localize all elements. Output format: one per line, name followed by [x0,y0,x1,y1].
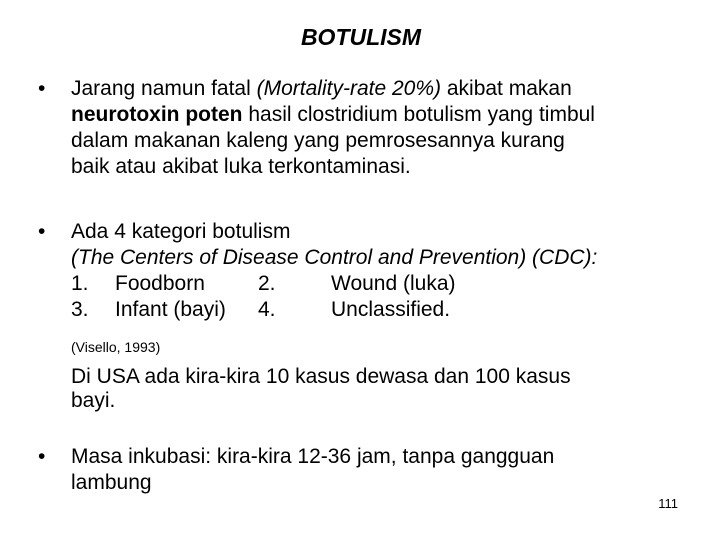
category-number: 1. [71,272,89,295]
category-name: Wound (luka) [331,272,456,295]
usa-statistic [71,365,571,413]
bullet-line: dalam makanan kaleng yang pemrosesannya kurang [71,129,565,152]
bullet-line: bayi. [71,389,116,412]
category-number: 3. [71,298,89,321]
bullet-line: Ada 4 kategori botulism [71,220,291,243]
citation: (Visello, 1993) [71,339,161,355]
category-number: 2. [258,272,276,295]
bullet-line: Jarang namun fatal (Mortality-rate 20%) akibat makan [71,77,572,100]
bullet-line: Masa inkubasi: kira-kira 12-36 jam, tanpa gangguan [71,445,555,468]
bullet-line: lambung [71,471,152,494]
category-row [71,271,711,297]
category-name: Foodborn [115,272,205,295]
bullet-line: baik atau akibat luka terkontaminasi. [71,155,411,178]
bullet-line: Di USA ada kira-kira 10 kasus dewasa dan 100 kasus [71,365,571,388]
slide-title: BOTULISM [300,24,422,50]
bullet-marker: • [38,445,46,468]
category-name: Unclassified. [331,298,451,321]
category-number: 4. [258,298,276,321]
page-number: 111 [658,496,678,511]
bullet-categories [71,219,711,323]
category-name: Infant (bayi) [115,298,226,321]
bullet-incubation [71,444,711,496]
bullet-mortality [71,76,711,180]
bullet-line: (The Centers of Disease Control and Prevention) (CDC): [71,246,598,269]
category-row [71,297,711,323]
bullet-marker: • [38,77,46,100]
bullet-line: neurotoxin poten hasil clostridium botulism yang timbul [71,103,595,126]
bullet-marker: • [38,220,46,243]
